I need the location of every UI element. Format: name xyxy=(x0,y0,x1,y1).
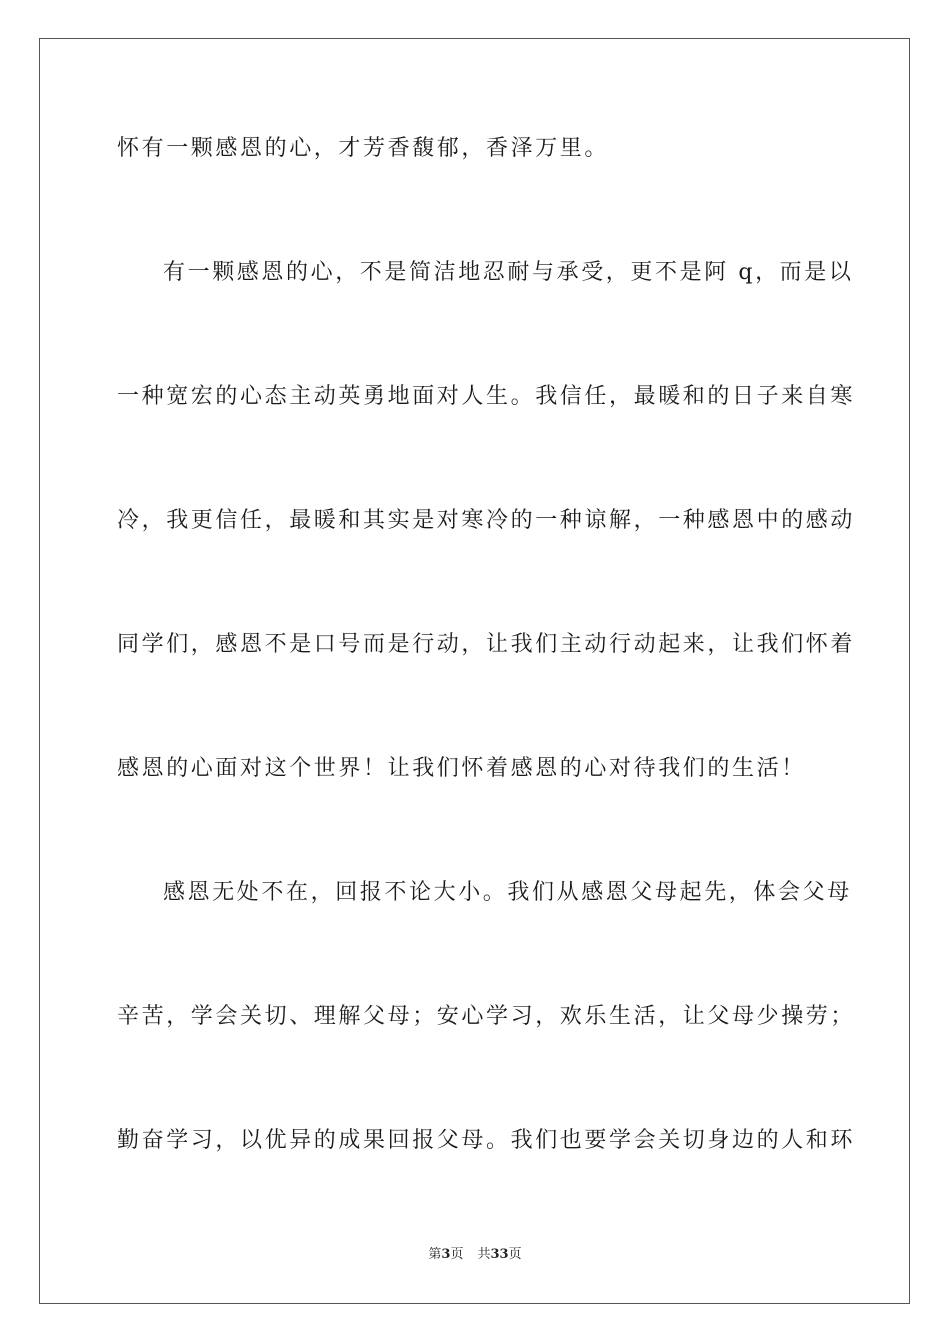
page-footer xyxy=(0,1246,950,1264)
page-prefix: 第 xyxy=(428,1247,442,1262)
text-line-8: 辛苦，学会关切、理解父母；安心学习，欢乐生活，让父母少操劳； xyxy=(117,1004,856,1029)
page-number: 3 xyxy=(441,1247,451,1262)
text-line-5: 同学们，感恩不是口号而是行动，让我们主动行动起来，让我们怀着 xyxy=(117,632,856,657)
total-prefix: 共 xyxy=(477,1247,491,1262)
text-line-9: 勤奋学习，以优异的成果回报父母。我们也要学会关切身边的人和环 xyxy=(117,1128,856,1153)
page-border xyxy=(39,38,910,1304)
text-line-2: 有一颗感恩的心，不是简洁地忍耐与承受，更不是阿 q，而是以 xyxy=(163,260,854,285)
text-line-1: 怀有一颗感恩的心，才芳香馥郁，香泽万里。 xyxy=(117,136,610,161)
text-line-4: 冷，我更信任，最暖和其实是对寒冷的一种谅解，一种感恩中的感动 xyxy=(117,508,856,533)
text-line-3: 一种宽宏的心态主动英勇地面对人生。我信任，最暖和的日子来自寒 xyxy=(117,384,856,409)
page-suffix: 页 xyxy=(450,1247,464,1262)
total-pages: 33 xyxy=(490,1247,509,1262)
text-line-6: 感恩的心面对这个世界！让我们怀着感恩的心对待我们的生活！ xyxy=(117,756,806,781)
text-line-7: 感恩无处不在，回报不论大小。我们从感恩父母起先，体会父母 xyxy=(163,880,852,905)
total-suffix: 页 xyxy=(508,1247,522,1262)
